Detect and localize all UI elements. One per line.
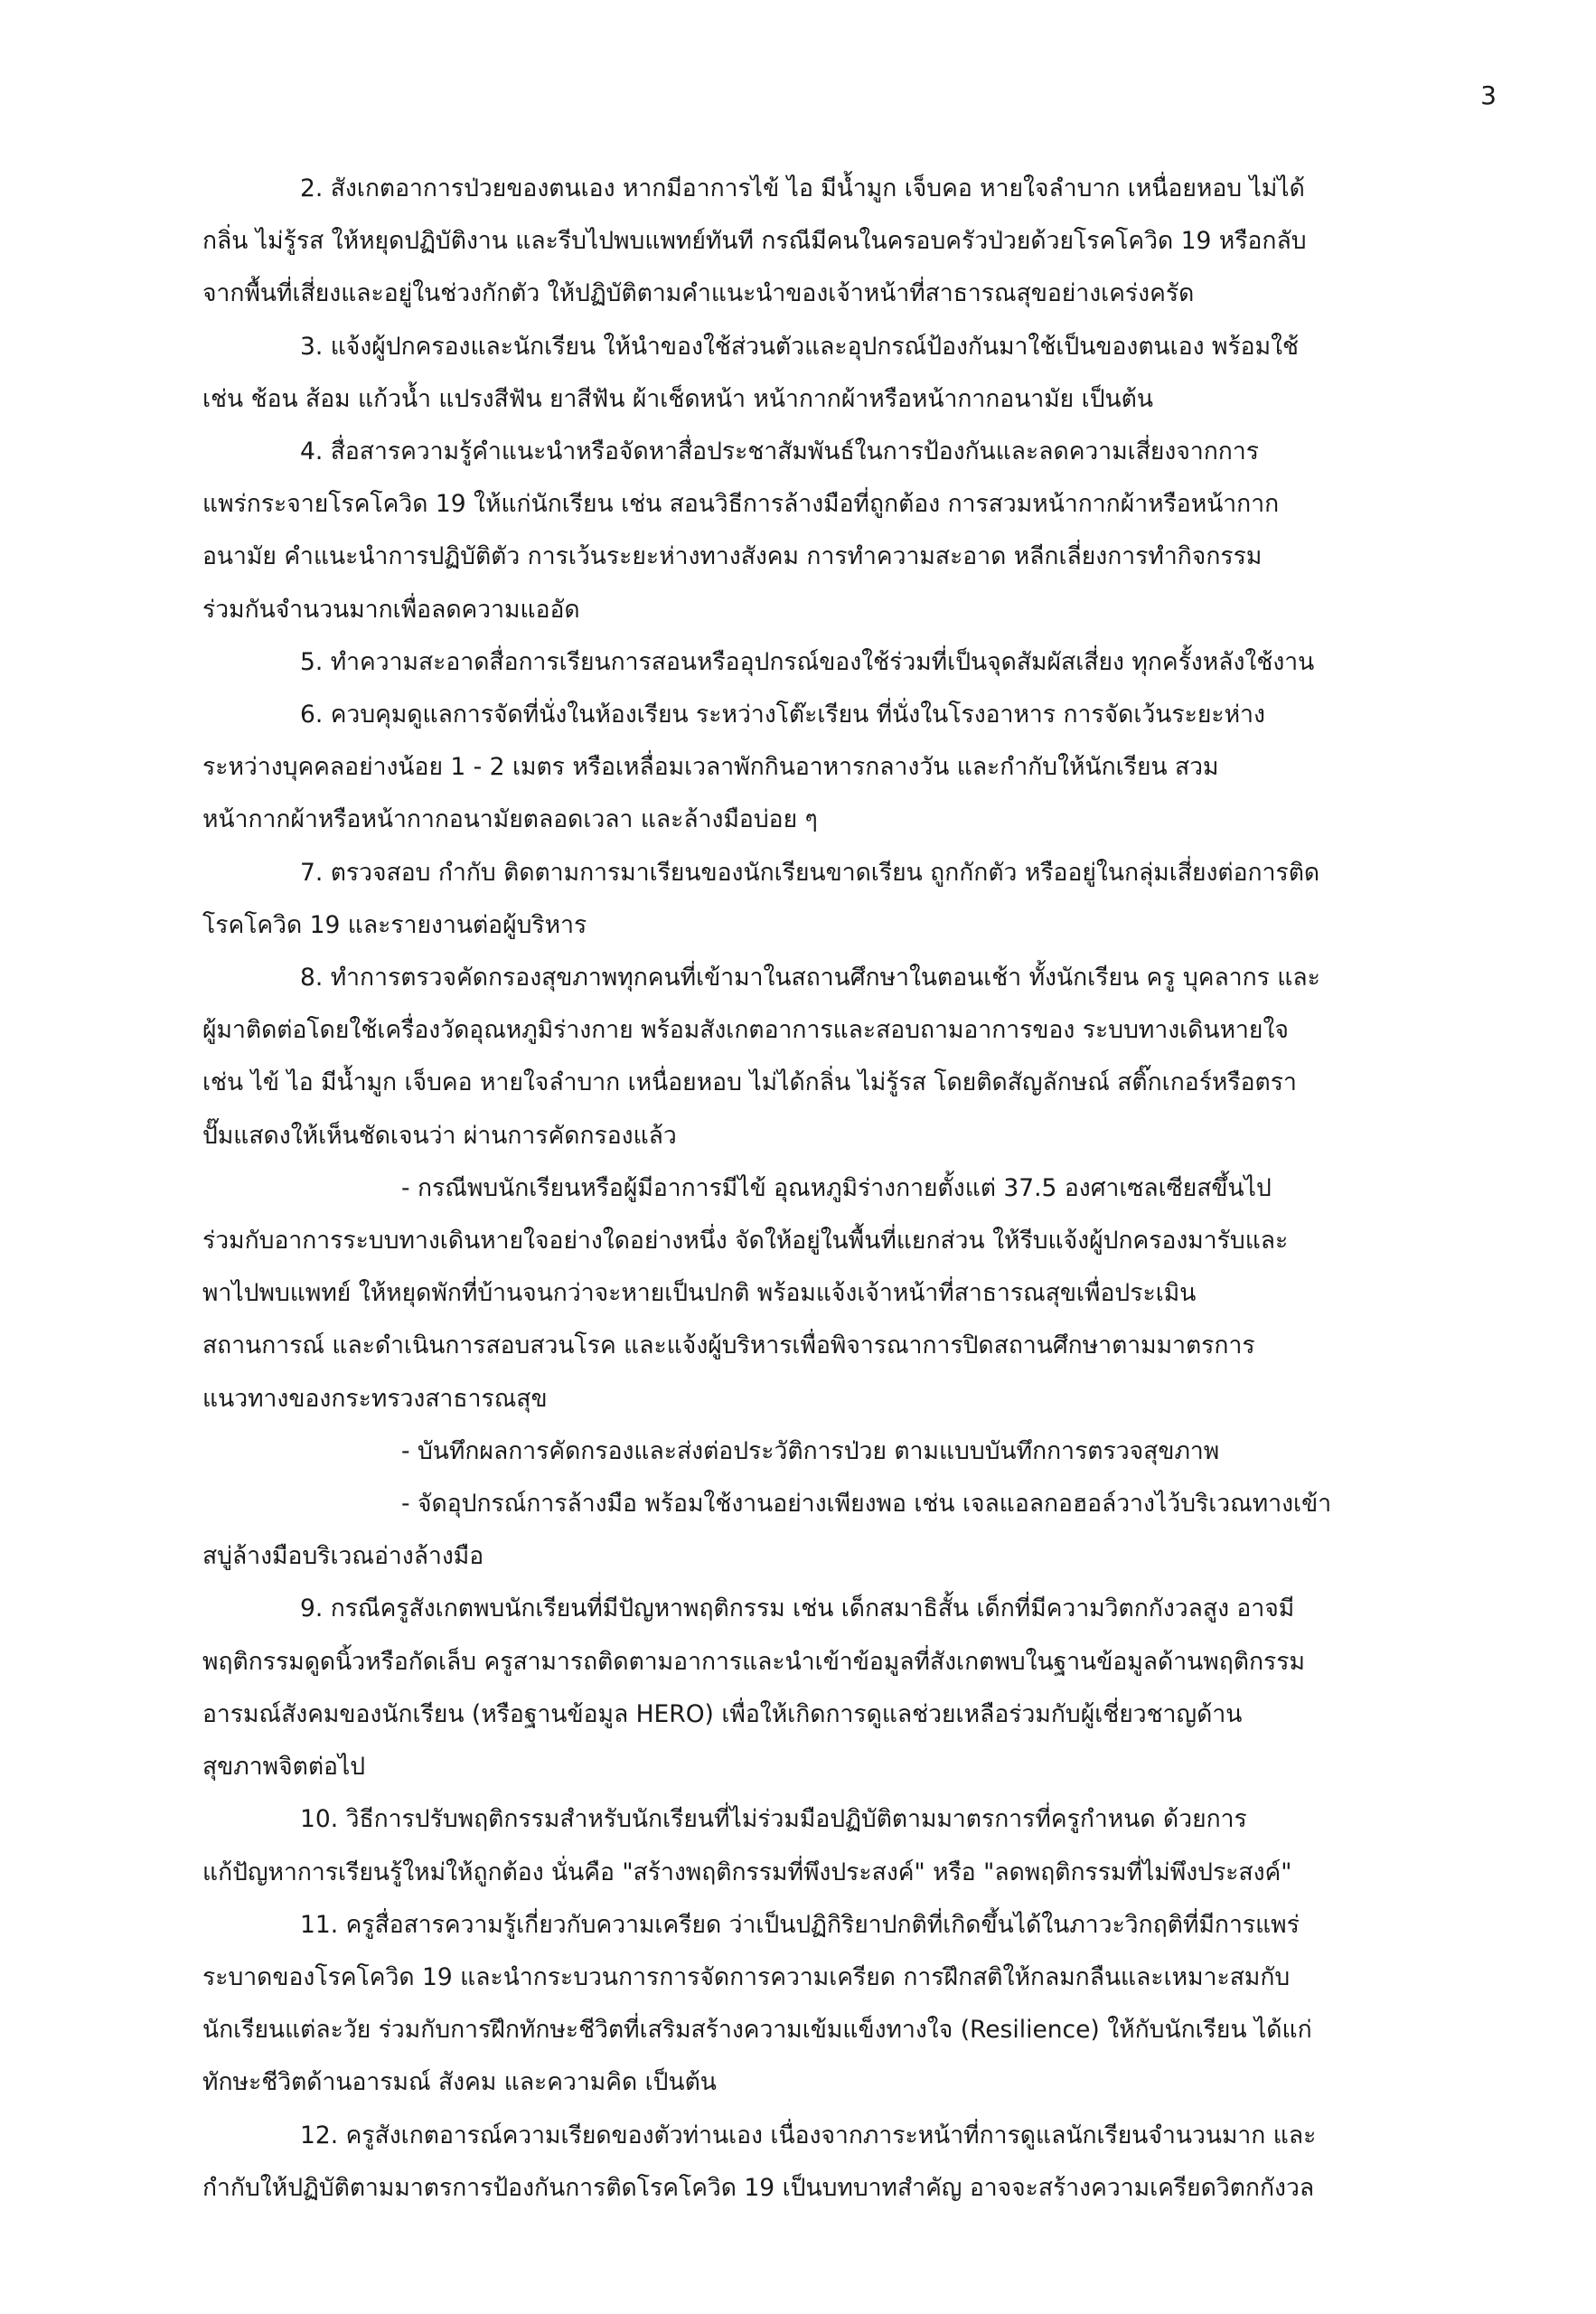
paragraph	[202, 1793, 1506, 1898]
text-line: ระหว่างบุคคลอย่างน้อย 1 - 2 เมตร หรือเหลื่อมเวลาพักกินอาหารกลางวัน และกำกับให้นักเรียน สวม	[202, 753, 1219, 782]
text-line: ปั๊มแสดงให้เห็นชัดเจนว่า ผ่านการคัดกรองแล้ว	[202, 1121, 677, 1150]
text-line: เช่น ช้อน ส้อม แก้วน้ำ แปรงสีฟัน ยาสีฟัน ผ้าเช็ดหน้า หน้ากากผ้าหรือหน้ากากอนามัย เป็นต้น	[202, 384, 1153, 413]
text-line: 9. กรณีครูสังเกตพบนักเรียนที่มีปัญหาพฤติกรรม เช่น เด็กสมาธิสั้น เด็กที่มีความวิตกกังวลสูง อาจมี	[300, 1594, 1295, 1623]
paragraph	[202, 1583, 1506, 1793]
text-line: สถานการณ์ และดำเนินการสอบสวนโรค และแจ้งผู้บริหารเพื่อพิจารณาการปิดสถานศึกษาตามมาตรการ	[202, 1331, 1255, 1360]
paragraph	[202, 1478, 1506, 1583]
text-line: นักเรียนแต่ละวัย ร่วมกับการฝึกทักษะชีวิตที่เสริมสร้างความเข้มแข็งทางใจ (Resilience) ให้กับนักเรียน ได้แก่	[202, 2016, 1312, 2045]
text-line: แนวทางของกระทรวงสาธารณสุข	[202, 1384, 548, 1413]
paragraph	[202, 163, 1506, 321]
text-line: 8. ทำการตรวจคัดกรองสุขภาพทุกคนที่เข้ามาในสถานศึกษาในตอนเช้า ทั้งนักเรียน ครู บุคลากร และ	[300, 964, 1320, 992]
text-line: - กรณีพบนักเรียนหรือผู้มีอาการมีไข้ อุณหภูมิร่างกายตั้งแต่ 37.5 องศาเซลเซียสขึ้นไป	[401, 1173, 1272, 1202]
text-line: 2. สังเกตอาการป่วยของตนเอง หากมีอาการไข้ ไอ มีน้ำมูก เจ็บคอ หายใจลำบาก เหนื่อยหอบ ไม่ได้	[300, 174, 1305, 202]
text-line: พฤติกรรมดูดนิ้วหรือกัดเล็บ ครูสามารถติดตามอาการและนำเข้าข้อมูลที่สังเกตพบในฐานข้อมูลด้านพฤติกรรม	[202, 1647, 1305, 1676]
text-line: ร่วมกับอาการระบบทางเดินหายใจอย่างใดอย่างหนึ่ง จัดให้อยู่ในพื้นที่แยกส่วน ให้รีบแจ้งผู้ปกครองมารับและ	[202, 1227, 1289, 1256]
paragraph	[202, 636, 1506, 689]
text-line: สุขภาพจิตต่อไป	[202, 1753, 366, 1782]
text-line: 10. วิธีการปรับพฤติกรรมสำหรับนักเรียนที่ไม่ร่วมมือปฏิบัติตามมาตรการที่ครูกำหนด ด้วยการ	[300, 1805, 1247, 1834]
text-line: ร่วมกันจำนวนมากเพื่อลดความแออัด	[202, 595, 580, 624]
paragraph	[202, 847, 1506, 952]
text-line: จากพื้นที่เสี่ยงและอยู่ในช่วงกักตัว ให้ปฏิบัติตามคำแนะนำของเจ้าหน้าที่สาธารณสุขอย่างเคร่งครัด	[202, 279, 1195, 308]
paragraph	[202, 321, 1506, 426]
paragraph	[202, 952, 1506, 1162]
text-line: อารมณ์สังคมของนักเรียน (หรือฐานข้อมูล HERO) เพื่อให้เกิดการดูแลช่วยเหลือร่วมกับผู้เชี่ยวชาญด้าน	[202, 1699, 1243, 1728]
text-line: สบู่ล้างมือบริเวณอ่างล้างมือ	[202, 1542, 484, 1571]
text-line: ผู้มาติดต่อโดยใช้เครื่องวัดอุณหภูมิร่างกาย พร้อมสังเกตอาการและสอบถามอาการของ ระบบทางเดินหายใจ	[202, 1016, 1289, 1045]
text-line: พาไปพบแพทย์ ให้หยุดพักที่บ้านจนกว่าจะหายเป็นปกติ พร้อมแจ้งเจ้าหน้าที่สาธารณสุขเพื่อประเมิน	[202, 1279, 1197, 1308]
text-line: 5. ทำความสะอาดสื่อการเรียนการสอนหรืออุปกรณ์ของใช้ร่วมที่เป็นจุดสัมผัสเสี่ยง ทุกครั้งหลังใช้งาน	[300, 647, 1315, 676]
paragraph	[202, 1425, 1506, 1478]
paragraph	[202, 1899, 1506, 2110]
document-body	[202, 163, 1506, 2215]
paragraph	[202, 426, 1506, 636]
text-line: 7. ตรวจสอบ กำกับ ติดตามการมาเรียนของนักเรียนขาดเรียน ถูกกักตัว หรืออยู่ในกลุ่มเสี่ยงต่อการติด	[300, 858, 1320, 887]
text-line: 3. แจ้งผู้ปกครองและนักเรียน ให้นำของใช้ส่วนตัวและอุปกรณ์ป้องกันมาใช้เป็นของตนเอง พร้อมใช้	[300, 332, 1299, 361]
text-line: 6. ควบคุมดูแลการจัดที่นั่งในห้องเรียน ระหว่างโต๊ะเรียน ที่นั่งในโรงอาหาร การจัดเว้นระยะห่าง	[300, 701, 1265, 729]
text-line: แพร่กระจายโรคโควิด 19 ให้แก่นักเรียน เช่น สอนวิธีการล้างมือที่ถูกต้อง การสวมหน้ากากผ้าหรือหน้ากาก	[202, 490, 1280, 519]
page-number: 3	[1480, 80, 1497, 110]
text-line: หน้ากากผ้าหรือหน้ากากอนามัยตลอดเวลา และล้างมือบ่อย ๆ	[202, 805, 818, 834]
text-line: ระบาดของโรคโควิด 19 และนำกระบวนการการจัดการความเครียด การฝึกสติให้กลมกลืนและเหมาะสมกับ	[202, 1962, 1291, 1991]
paragraph	[202, 689, 1506, 847]
text-line: - บันทึกผลการคัดกรองและส่งต่อประวัติการป่วย ตามแบบบันทึกการตรวจสุขภาพ	[401, 1436, 1220, 1465]
text-line: - จัดอุปกรณ์การล้างมือ พร้อมใช้งานอย่างเพียงพอ เช่น เจลแอลกอฮอล์วางไว้บริเวณทางเข้า	[401, 1490, 1332, 1519]
text-line: กลิ่น ไม่รู้รส ให้หยุดปฏิบัติงาน และรีบไปพบแพทย์ทันที กรณีมีคนในครอบครัวป่วยด้วยโรคโควิด 19 หรือกลับ	[202, 227, 1307, 256]
text-line: 12. ครูสังเกตอารณ์ความเรียดของตัวท่านเอง เนื่องจากภาระหน้าที่การดูแลนักเรียนจำนวนมาก และ	[300, 2121, 1317, 2149]
text-line: 11. ครูสื่อสารความรู้เกี่ยวกับความเครียด ว่าเป็นปฏิกิริยาปกติที่เกิดขึ้นได้ในภาวะวิกฤติที่มีการแพร่	[300, 1910, 1300, 1939]
text-line: กำกับให้ปฏิบัติตามมาตรการป้องกันการติดโรคโควิด 19 เป็นบทบาทสำคัญ อาจจะสร้างความเครียดวิตกกังวล	[202, 2173, 1315, 2202]
text-line: ทักษะชีวิตด้านอารมณ์ สังคม และความคิด เป็นต้น	[202, 2068, 717, 2097]
text-line: โรคโควิด 19 และรายงานต่อผู้บริหาร	[202, 910, 587, 939]
text-line: อนามัย คำแนะนำการปฏิบัติตัว การเว้นระยะห่างทางสังคม การทำความสะอาด หลีกเลี่ยงการทำกิจกรรม	[202, 542, 1263, 571]
paragraph	[202, 1162, 1506, 1425]
paragraph	[202, 2110, 1506, 2215]
text-line: แก้ปัญหาการเรียนรู้ใหม่ให้ถูกต้อง นั่นคือ "สร้างพฤติกรรมที่พึงประสงค์" หรือ "ลดพฤติกรรมที่ไม่พึงประสงค์"	[202, 1858, 1292, 1886]
text-line: เช่น ไข้ ไอ มีน้ำมูก เจ็บคอ หายใจลำบาก เหนื่อยหอบ ไม่ได้กลิ่น ไม่รู้รส โดยติดสัญลักษณ์ สติ๊กเกอร์หรือตรา	[202, 1068, 1297, 1097]
text-line: 4. สื่อสารความรู้คำแนะนำหรือจัดหาสื่อประชาสัมพันธ์ในการป้องกันและลดความเสี่ยงจากการ	[300, 437, 1259, 466]
